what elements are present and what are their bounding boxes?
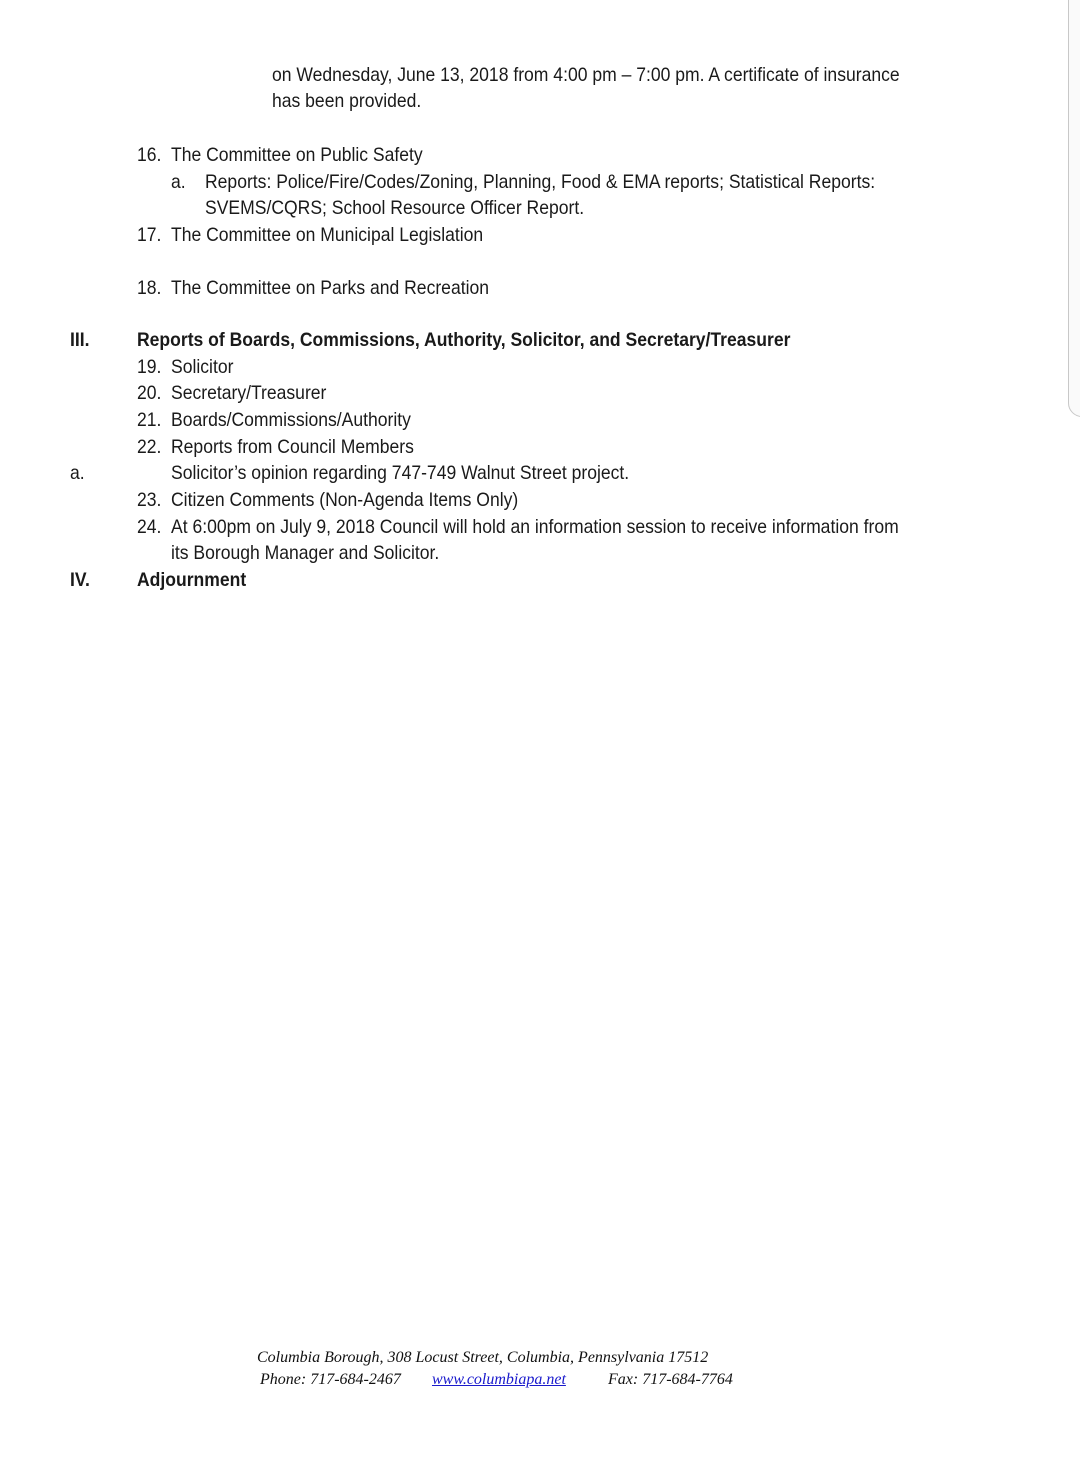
subitem-text-22a: Solicitor’s opinion regarding 747-749 Walnut Street project. bbox=[171, 462, 630, 484]
footer-phone: Phone: 717-684-2467 bbox=[260, 1371, 401, 1388]
item-text-23: Citizen Comments (Non-Agenda Items Only) bbox=[171, 489, 519, 511]
subitem-text-16a-line2: SVEMS/CQRS; School Resource Officer Report. bbox=[205, 197, 585, 219]
item-number-20: 20. bbox=[137, 382, 162, 404]
page-scroll-edge[interactable] bbox=[1068, 0, 1080, 417]
subitem-text-16a-line1: Reports: Police/Fire/Codes/Zoning, Planning, Food & EMA reports; Statistical Reports: bbox=[205, 171, 876, 193]
item-number-24: 24. bbox=[137, 516, 162, 538]
item-text-21: Boards/Commissions/Authority bbox=[171, 409, 411, 431]
item-number-16: 16. bbox=[137, 144, 162, 166]
section-4-numeral: IV. bbox=[70, 569, 90, 591]
item-text-24-line1: At 6:00pm on July 9, 2018 Council will hold an information session to receive information from bbox=[171, 516, 899, 538]
item-number-22: 22. bbox=[137, 436, 162, 458]
item-number-19: 19. bbox=[137, 356, 162, 378]
item-number-17: 17. bbox=[137, 224, 162, 246]
continuation-line-2: has been provided. bbox=[272, 90, 422, 112]
item-number-21: 21. bbox=[137, 409, 162, 431]
website-link[interactable]: www.columbiapa.net bbox=[432, 1371, 566, 1388]
item-text-17: The Committee on Municipal Legislation bbox=[171, 224, 484, 246]
item-number-18: 18. bbox=[137, 277, 162, 299]
item-number-23: 23. bbox=[137, 489, 162, 511]
footer-website-link[interactable] bbox=[432, 1369, 566, 1391]
continuation-line-1: on Wednesday, June 13, 2018 from 4:00 pm – 7:00 pm. A certificate of insurance bbox=[272, 64, 900, 86]
section-4-heading: Adjournment bbox=[137, 569, 247, 591]
section-3-heading: Reports of Boards, Commissions, Authority, Solicitor, and Secretary/Treasurer bbox=[137, 329, 791, 351]
item-text-22: Reports from Council Members bbox=[171, 436, 414, 458]
item-text-18: The Committee on Parks and Recreation bbox=[171, 277, 490, 299]
item-text-24-line2: its Borough Manager and Solicitor. bbox=[171, 542, 440, 564]
subitem-letter-22a: a. bbox=[70, 462, 85, 484]
subitem-letter-16a: a. bbox=[171, 171, 186, 193]
footer-fax: Fax: 717-684-7764 bbox=[608, 1371, 733, 1388]
item-text-19: Solicitor bbox=[171, 356, 234, 378]
item-text-20: Secretary/Treasurer bbox=[171, 382, 327, 404]
section-3-numeral: III. bbox=[70, 329, 90, 351]
footer-address: Columbia Borough, 308 Locust Street, Columbia, Pennsylvania 17512 bbox=[257, 1349, 709, 1366]
item-text-16: The Committee on Public Safety bbox=[171, 144, 423, 166]
